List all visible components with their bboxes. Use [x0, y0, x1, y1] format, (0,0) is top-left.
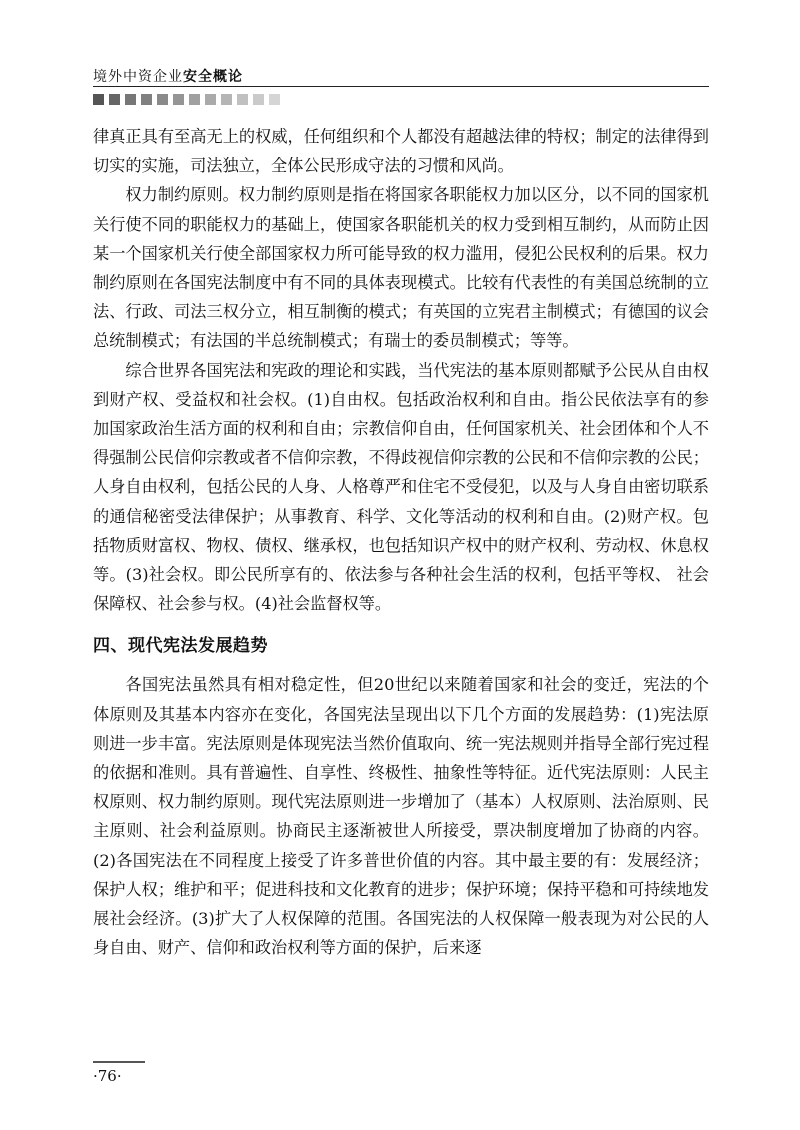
decor-square — [221, 94, 232, 105]
decor-square — [205, 94, 216, 105]
paragraph-citizen-rights: 综合世界各国宪法和宪政的理论和实践，当代宪法的基本原则都赋予公民从自由权到财产权、受益权和社会权。(1)自由权。包括政治权利和自由。指公民依法享有的参加国家政治生活方面的权利和自由；宗教信仰自由，任何国家机关、社会团体和个人不得强制公民信仰宗教或者不信仰宗教，不得歧视信仰宗教的公民和不信仰宗教的公民；人身自由权利，包括公民的人身、人格尊严和住宅不受侵犯，以及与人身自由密切联系的通信秘密受法律保护；从事教育、科学、文化等活动的权利和自由。(2)财产权。包括物质财富权、物权、债权、继承权，也包括知识产权中的财产权利、劳动权、休息权等。(3)社会权。即公民所享有的、依法参与各种社会生活的权利，包括平等权、 社会保障权、社会参与权。(4)社会监督权等。 — [93, 360, 709, 614]
section-heading: 四、现代宪法发展趋势 — [93, 636, 268, 657]
decor-square — [189, 94, 200, 105]
running-head — [93, 66, 243, 86]
decor-square — [93, 94, 104, 105]
header-rule — [93, 86, 709, 87]
decor-square — [269, 94, 280, 105]
decor-square — [237, 94, 248, 105]
paragraph-power-restraint: 权力制约原则。权力制约原则是指在将国家各职能权力加以区分，以不同的国家机关行使不同的职能权力的基础上，使国家各职能机关的权力受到相互制约，从而防止因某一个国家机关行使全部国家权力所可能导致的权力滥用，侵犯公民权利的后果。权力制约原则在各国宪法制度中有不同的具体表现模式。比较有代表性的有美国总统制的立法、行政、司法三权分立，相互制衡的模式；有英国的立宪君主制模式；有德国的议会总统制模式；有法国的半总统制模式；有瑞士的委员制模式；等等。 — [93, 185, 709, 351]
book-title-part2: 安全概论 — [183, 69, 243, 85]
decor-square — [125, 94, 136, 105]
paragraph-development-trends: 各国宪法虽然具有相对稳定性，但20世纪以来随着国家和社会的变迁，宪法的个体原则及其基本内容亦在变化，各国宪法呈现出以下几个方面的发展趋势：(1)宪法原则进一步丰富。宪法原则是体现宪法当然价值取向、统一宪法规则并指导全部行宪过程的依据和准则。具有普遍性、自享性、终极性、抽象性等特征。近代宪法原则：人民主权原则、权力制约原则。现代宪法原则进一步增加了（基本）人权原则、法治原则、民主原则、社会利益原则。协商民主逐渐被世人所接受，票决制度增加了协商的内容。(2)各国宪法在不同程度上接受了许多普世价值的内容。其中最主要的有：发展经济；保护人权；维护和平；促进科技和文化教育的进步；保护环境；保持平稳和可持续地发展社会经济。(3)扩大了人权保障的范围。各国宪法的人权保障一般表现为对公民的人身自由、财产、信仰和政治权利等方面的保护，后来逐 — [93, 675, 709, 958]
decor-square — [157, 94, 168, 105]
decor-square — [141, 94, 152, 105]
page-body — [93, 122, 709, 962]
paragraph-continuation: 律真正具有至高无上的权威，任何组织和个人都没有超越法律的特权；制定的法律得到切实的实施，司法独立，全体公民形成守法的习惯和风尚。 — [93, 127, 709, 176]
decor-square — [253, 94, 264, 105]
decor-square — [109, 94, 120, 105]
decor-square — [173, 94, 184, 105]
page-number: ·76· — [93, 1067, 122, 1085]
book-title-part1: 境外中资企业 — [93, 69, 183, 85]
footer-rule — [93, 1061, 145, 1063]
